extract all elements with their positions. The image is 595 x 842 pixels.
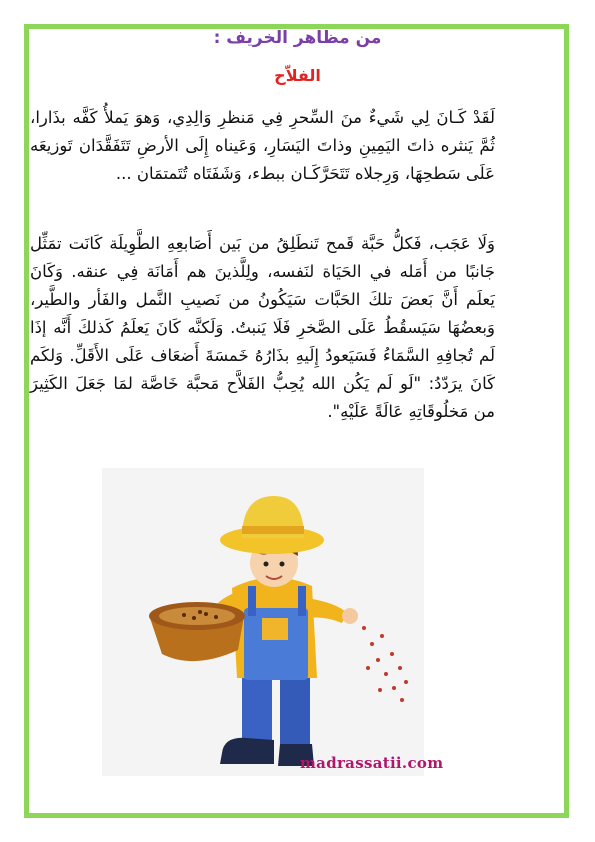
overall-strap-left xyxy=(248,586,256,616)
seed-basket-icon xyxy=(149,602,245,661)
left-leg xyxy=(242,673,272,748)
overall-strap-right xyxy=(298,586,306,616)
right-leg xyxy=(280,673,310,745)
straw-hat-icon xyxy=(220,496,324,554)
farmer-illustration xyxy=(102,468,424,776)
paragraph-2: وَلَا عَجَب، فَكلُّ حَبَّة قَمح تَنطَلِقُ من بَين أَصَابعِهِ الطَّوِيلَة كَانَت تمَثِّل جَانبًا من أَمَله في الحَيَاة لنَفسه، ولِلَّذينَ هم أَمَانَة فِي عنقه. وَكَانَ يَعلَم أَنَّ بَعضَ تلكَ الحَبَّات سَيَكُونُ من نَصيبِ النَّمل والفَأر والطَّير، وَبعضُهَا سَيَسقُطُ عَلَى الصَّخرِ فَلَا يَنبتُ. وَلَكنَّه كَانَ يَعلَمُ كَذلكَ أَنَّه إذَا لَم تُجافِهِ السَّمَاءُ فَسَيَعودُ إِلَيهِ بذَارُهُ خَمسَةَ أَضعَاف عَلَى الأَقَلِّ. وَلكَم كَانَ يرَدّدُ: "لَو لَم يَكُن الله يُحِبُّ الفَلاَّح مَحبَّة خَاصَّة لمَا جَعَلَ الكَثِيرَ من مَخلُوقَاتِهِ عَالَةً عَلَيْهِ". xyxy=(30,234,495,421)
seeds-icon xyxy=(362,626,408,702)
overall-pocket xyxy=(262,618,288,640)
page-subtitle: الفلاّح xyxy=(274,66,321,85)
left-eye xyxy=(264,562,269,567)
site-watermark: madrassatii.com xyxy=(300,754,444,772)
left-boot xyxy=(220,738,274,764)
right-eye xyxy=(280,562,285,567)
paragraph-1: لَقَدْ كَـانَ لِي شَيءٌ منَ السِّحرِ فِي مَنظرِ وَالِدِي، وَهوَ يَملأُ كَفَّه بذَارا، ثُمَّ يَنثره ذاتَ اليَمِينِ وذاتَ اليَسَارِ، وَعَيناه إِلَى الأرضِ تَتَفَقَّدَان تَوزيعَه عَلَى سَطحِهَا، وَرِجلاه تَتَحَرَّكَـان ببطء، وَشَفَتَاه تُتَمتمَان ... xyxy=(30,108,495,183)
right-hand xyxy=(342,608,358,624)
page-title: من مظاهر الخريف : xyxy=(213,28,382,48)
